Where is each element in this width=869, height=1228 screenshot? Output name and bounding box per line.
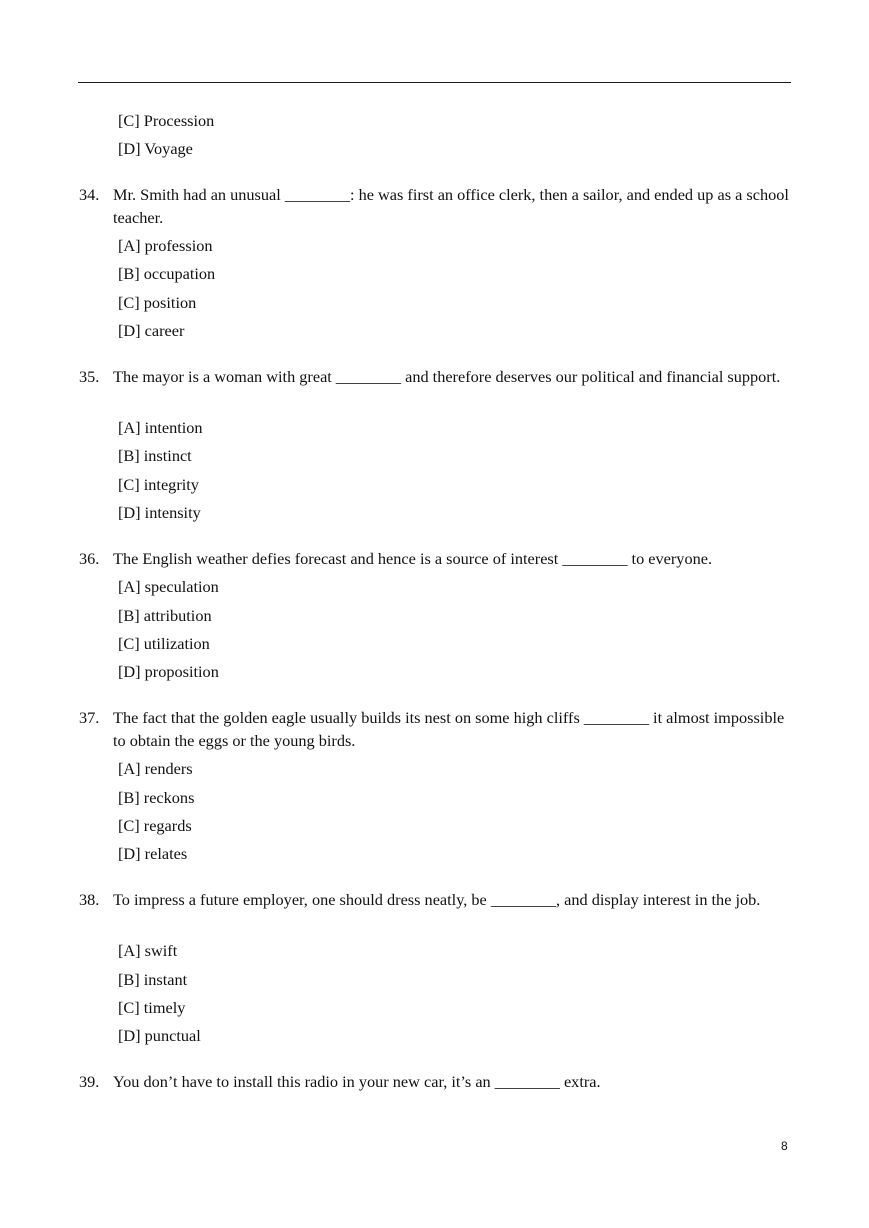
option-c-previous: [C] Procession [118, 111, 215, 130]
option-d: [D] intensity [118, 503, 201, 522]
option-c: [C] position [118, 293, 197, 312]
option-d: [D] career [118, 321, 185, 340]
question-number: 37. [79, 708, 100, 727]
option-a: [A] swift [118, 941, 178, 960]
option-d: [D] proposition [118, 662, 219, 681]
option-b: [B] attribution [118, 606, 212, 625]
header-rule [78, 82, 791, 83]
option-b: [B] instant [118, 970, 188, 989]
page-number: 8 [781, 1139, 788, 1153]
question-text: Mr. Smith had an unusual ________: he was first an office clerk, then a sailor, and ended up as a school teacher. [113, 185, 789, 227]
option-a: [A] renders [118, 759, 193, 778]
question-number: 34. [79, 185, 100, 204]
option-b: [B] occupation [118, 264, 216, 283]
option-c: [C] regards [118, 816, 192, 835]
question-text: To impress a future employer, one should dress neatly, be ________, and display interest in the job. [113, 890, 761, 909]
question-number: 38. [79, 890, 100, 909]
question-text: The mayor is a woman with great ________ and therefore deserves our political and financial support. [113, 367, 781, 386]
option-d: [D] relates [118, 844, 188, 863]
question-text: The fact that the golden eagle usually builds its nest on some high cliffs ________ it almost impossible to obtain the eggs or the young birds. [113, 708, 785, 750]
option-c: [C] integrity [118, 475, 199, 494]
question-number: 39. [79, 1072, 100, 1091]
question-number: 35. [79, 367, 100, 386]
option-c: [C] utilization [118, 634, 210, 653]
question-number: 36. [79, 549, 100, 568]
option-b: [B] reckons [118, 788, 195, 807]
option-a: [A] intention [118, 418, 203, 437]
option-d: [D] punctual [118, 1026, 201, 1045]
option-d-previous: [D] Voyage [118, 139, 193, 158]
option-b: [B] instinct [118, 446, 192, 465]
question-text: You don’t have to install this radio in your new car, it’s an ________ extra. [113, 1072, 601, 1091]
option-a: [A] profession [118, 236, 213, 255]
option-a: [A] speculation [118, 577, 219, 596]
question-text: The English weather defies forecast and hence is a source of interest ________ to everyone. [113, 549, 713, 568]
option-c: [C] timely [118, 998, 186, 1017]
